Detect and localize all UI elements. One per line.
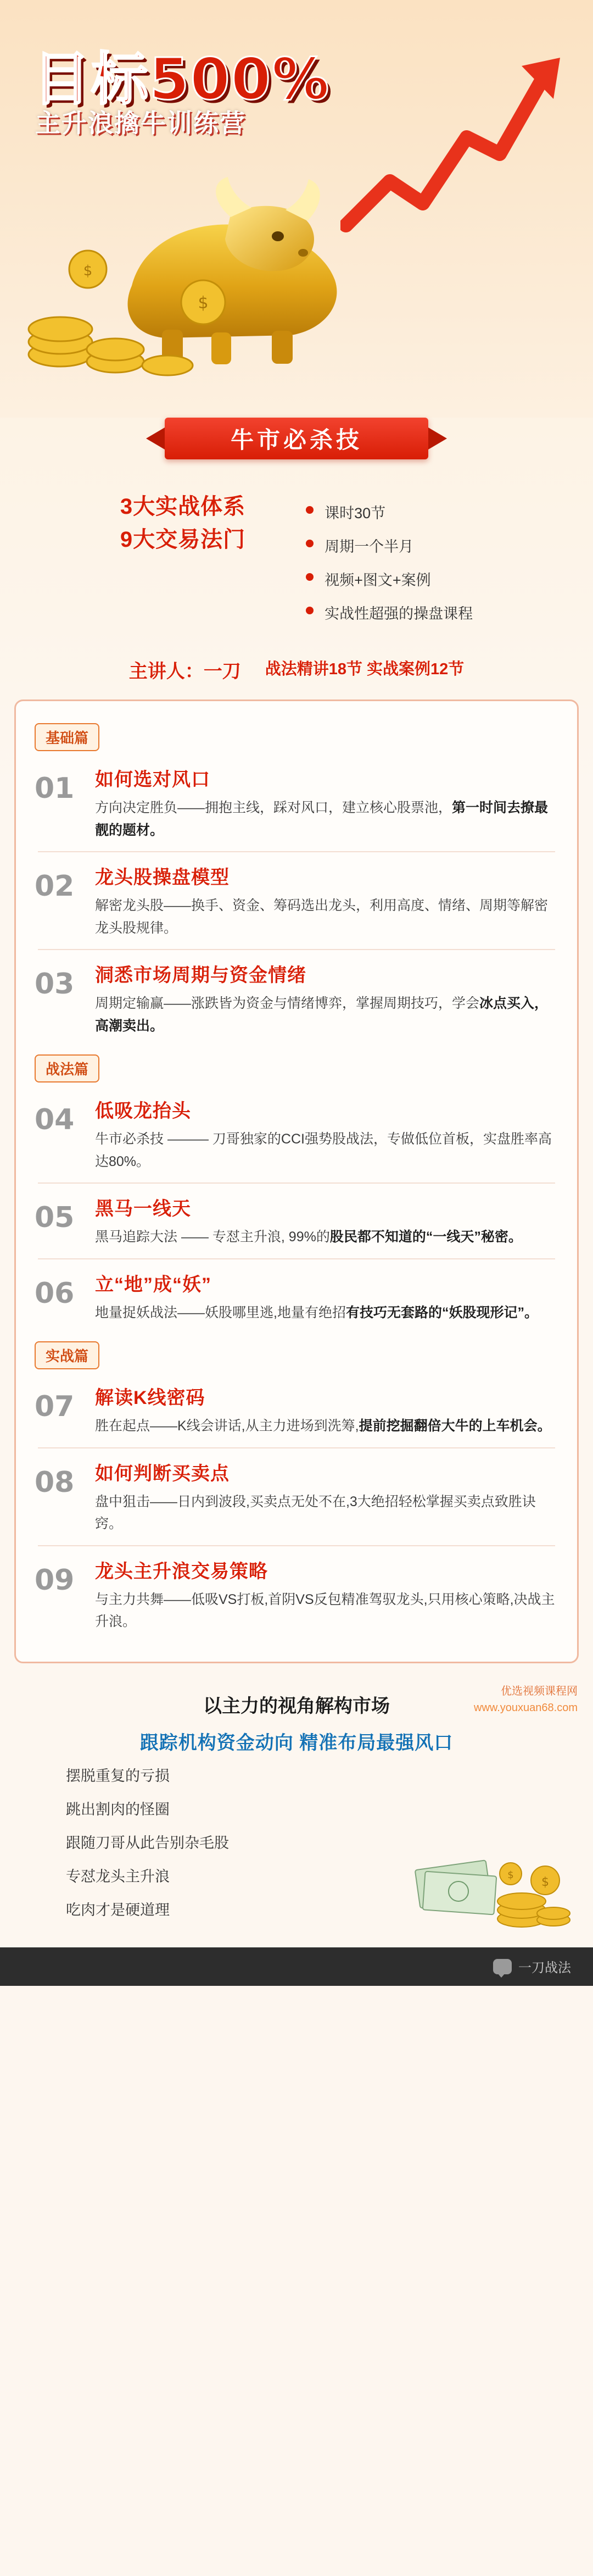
lesson-number: 08: [35, 1465, 75, 1499]
wechat-icon: [493, 1959, 512, 1974]
bottom-bar-label: 一刀战法: [518, 1961, 571, 1975]
lesson-desc-plain: 解密龙头股——换手、资金、筹码选出龙头，利用高度、情绪、周期等解密龙头股规律。: [95, 898, 549, 936]
lesson-title: 低吸龙抬头: [95, 1101, 191, 1122]
svg-text:$: $: [541, 1875, 549, 1889]
lesson-item[interactable]: [16, 1546, 577, 1643]
lesson-desc-plain: 胜在起点——K线会讲话,从主力进场到洗筹,: [95, 1418, 359, 1434]
svg-text:$: $: [198, 293, 209, 313]
lesson-title: 黑马一线天: [95, 1198, 191, 1219]
lesson-desc: [95, 992, 555, 1037]
lesson-title: 洞悉市场周期与资金情绪: [95, 965, 306, 986]
footer-point: 跳出割肉的怪圈: [66, 1801, 170, 1818]
lesson-item[interactable]: [16, 1373, 577, 1447]
intro-left: [120, 487, 245, 644]
lesson-item[interactable]: [16, 1086, 577, 1182]
section-tag-strategy: 战法篇: [35, 1054, 99, 1082]
section-banner: [0, 418, 593, 465]
footer-section: [0, 1678, 593, 1947]
teacher-note: 战法精讲18节 实战案例12节: [265, 660, 465, 678]
lesson-title: 龙头股操盘模型: [95, 867, 230, 888]
svg-text:$: $: [507, 1869, 514, 1881]
lesson-number: 02: [35, 870, 75, 903]
lesson-number: 03: [35, 968, 75, 1001]
lesson-desc-plain: 地量捉妖战法——妖股哪里逃,地量有绝招: [95, 1304, 346, 1320]
lesson-item[interactable]: [16, 852, 577, 949]
bottom-bar: [0, 1947, 593, 1986]
lesson-item[interactable]: [16, 1184, 577, 1258]
section-tag-basic: 基础篇: [35, 723, 99, 751]
banner-label: 牛市必杀技: [230, 427, 362, 453]
lesson-item[interactable]: [16, 1448, 577, 1545]
watermark-line-2: www.youxuan68.com: [474, 1701, 578, 1714]
lesson-number: 05: [35, 1201, 75, 1234]
intro-line-2: 9大交易法门: [120, 528, 246, 552]
curriculum-card: [14, 699, 579, 1663]
lesson-title: 如何判断买卖点: [95, 1463, 230, 1484]
lesson-desc-plain: 与主力共舞——低吸VS打板,首阴VS反包精准驾驭龙头,只用核心策略,决战主升浪。: [95, 1591, 555, 1629]
section-tag-practice: 实战篇: [35, 1341, 99, 1369]
banner-plate: [165, 418, 428, 459]
footer-headline-2: 跟踪机构资金动向 精准布局最强风口: [139, 1732, 454, 1753]
lesson-desc: [95, 1226, 555, 1248]
lesson-desc-bold: 冰点买入，高潮卖出。: [95, 996, 549, 1034]
lesson-item[interactable]: [16, 754, 577, 851]
footer-headline-1: 以主力的视角解构市场: [203, 1695, 390, 1717]
intro-bullet: 周期一个半月: [306, 535, 473, 556]
lesson-desc: [95, 1302, 555, 1324]
lesson-number: 06: [35, 1276, 75, 1310]
lesson-desc: [95, 1128, 555, 1173]
lesson-title: 如何选对风口: [95, 769, 210, 790]
money-and-coins-illustration: [412, 1826, 571, 1931]
lesson-desc-plain: 周期定输赢——涨跌皆为资金与情绪博弈，掌握周期技巧，学会: [95, 996, 480, 1011]
teacher-row: [0, 653, 593, 683]
lesson-desc-plain: 方向决定胜负——拥抱主线，踩对风口，建立核心股票池，: [95, 800, 452, 815]
footer-point: 摆脱重复的亏损: [66, 1767, 170, 1784]
lesson-desc-plain: 盘中狙击——日内到波段,买卖点无处不在,3大绝招轻松掌握买卖点致胜诀窍。: [95, 1494, 536, 1531]
lesson-desc: [95, 1415, 555, 1437]
lesson-desc: [95, 1491, 555, 1535]
intro-bullet: 视频+图文+案例: [306, 568, 473, 590]
lesson-item[interactable]: [16, 950, 577, 1047]
lesson-desc-bold: 第一时间去撩最靓的题材。: [95, 800, 549, 838]
lesson-desc-plain: 牛市必杀技 ——— 刀哥独家的CCI强势股战法，专做低位首板，实盘胜率高达80%。: [95, 1131, 552, 1169]
lesson-number: 09: [35, 1563, 75, 1597]
lesson-desc: [95, 1589, 555, 1633]
watermark: [474, 1683, 578, 1716]
lesson-number: 01: [35, 772, 75, 805]
intro-bullet: 课时30节: [306, 501, 473, 523]
footer-point: 吃肉才是硬道理: [66, 1901, 170, 1918]
intro-bullets: [284, 496, 473, 635]
lesson-title: 龙头主升浪交易策略: [95, 1561, 268, 1582]
intro-section: [0, 465, 593, 649]
lesson-desc: [95, 895, 555, 939]
lesson-desc-bold: 有技巧无套路的“妖股现形记”。: [345, 1304, 538, 1320]
lesson-item[interactable]: [16, 1259, 577, 1334]
gold-coins-illustration: [22, 236, 253, 379]
lesson-desc-bold: 提前挖掘翻倍大牛的上车机会。: [359, 1418, 551, 1434]
rising-arrow-icon: [340, 44, 571, 253]
page-subtitle: 主升浪擒牛训练营: [35, 109, 246, 137]
watermark-line-1: 优选视频课程网: [501, 1685, 578, 1697]
svg-text:$: $: [83, 263, 93, 279]
intro-line-1: 3大实战体系: [120, 495, 246, 519]
lesson-desc-bold: 股民都不知道的“一线天”秘密。: [329, 1229, 522, 1245]
hero-section: [0, 0, 593, 418]
lesson-desc: [95, 797, 555, 841]
footer-point: 跟随刀哥从此告别杂毛股: [66, 1834, 229, 1851]
lesson-title: 立“地”成“妖”: [95, 1274, 211, 1295]
teacher-label: 主讲人：一刀: [128, 661, 241, 682]
lesson-desc-plain: 黑马追踪大法 —— 专怼主升浪, 99%的: [95, 1229, 330, 1245]
lesson-number: 07: [35, 1390, 75, 1423]
intro-bullet: 实战性超强的操盘课程: [306, 602, 473, 623]
lesson-number: 04: [35, 1103, 75, 1136]
lesson-title: 解读K线密码: [95, 1387, 205, 1408]
page-title: 目标500%: [33, 46, 331, 113]
footer-point: 专怼龙头主升浪: [66, 1868, 170, 1885]
